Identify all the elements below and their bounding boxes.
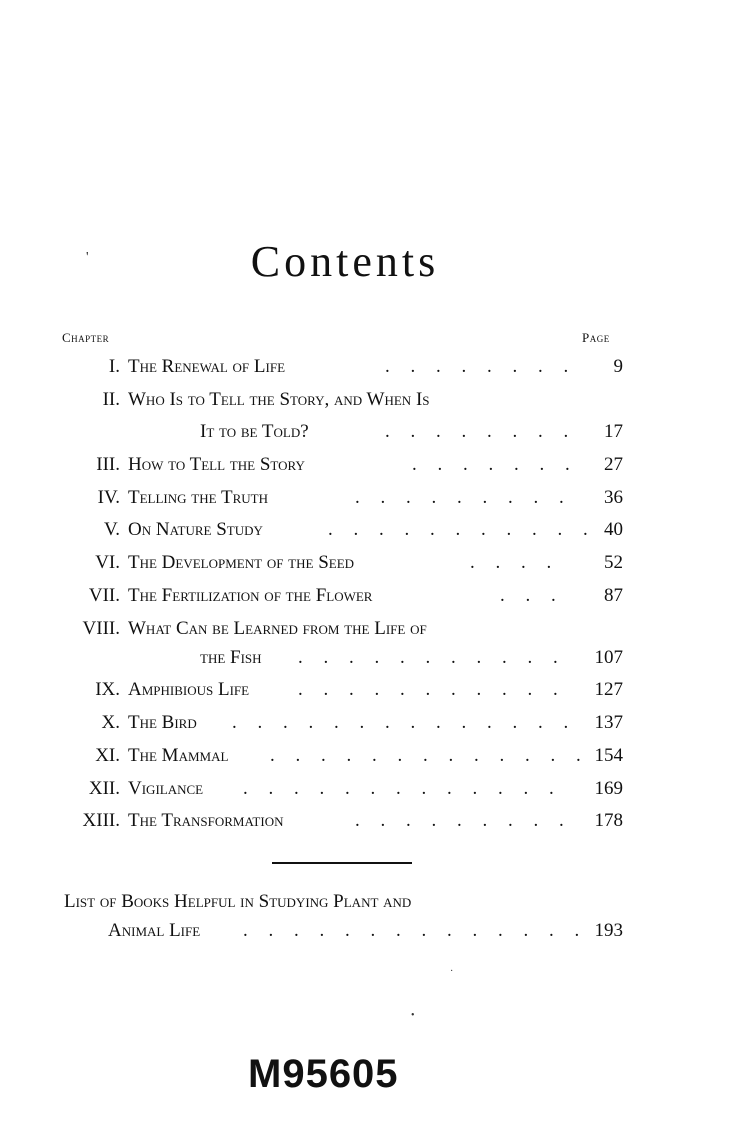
page-number: 27 <box>604 454 623 475</box>
dot-leader: . . . . . . . . <box>385 356 577 377</box>
appendix-line <box>0 891 743 919</box>
toc-line <box>0 679 743 707</box>
speck: · <box>450 966 454 977</box>
toc-line <box>0 454 743 482</box>
dot-leader: . . . <box>500 585 564 606</box>
dot-leader: . . . . . . . . . . . <box>328 519 596 540</box>
page-number: 17 <box>604 421 623 442</box>
toc-line <box>0 618 743 646</box>
page-number: 9 <box>613 356 623 377</box>
page-number: 127 <box>594 679 623 700</box>
chapter-title: Amphibious Life <box>128 679 250 700</box>
chapter-title: The Development of the Seed <box>128 552 355 573</box>
page-column-header: Page <box>582 330 610 345</box>
page-number: 36 <box>604 487 623 508</box>
chapter-title-continued: It to be Told? <box>200 421 309 442</box>
chapter-column-header: Chapter <box>62 330 110 345</box>
chapter-title: Telling the Truth <box>128 487 268 508</box>
dot-leader: . . . . . . . . . . . <box>298 647 566 668</box>
dot-leader: . . . . . . . . . . . . . <box>270 745 589 766</box>
appendix-line <box>0 920 743 948</box>
stray-mark: ' <box>86 250 89 265</box>
toc-line <box>0 745 743 773</box>
dot-leader: . . . . . . . . . . . <box>298 679 566 700</box>
appendix-title-continued: Animal Life <box>108 920 201 941</box>
toc-line <box>0 356 743 384</box>
dot-leader: . . . . . . . <box>412 454 578 475</box>
page-number: 178 <box>594 810 623 831</box>
dot-leader: . . . . . . . . <box>385 421 577 442</box>
page-number: 169 <box>594 778 623 799</box>
page-number: 107 <box>594 647 623 668</box>
chapter-title: The Transformation <box>128 810 284 831</box>
toc-line <box>0 389 743 417</box>
chapter-title: The Bird <box>128 712 197 733</box>
chapter-number: II. <box>102 389 120 410</box>
section-divider <box>272 862 412 864</box>
chapter-number: VIII. <box>82 618 120 639</box>
chapter-number: IX. <box>95 679 120 700</box>
toc-line <box>0 421 743 449</box>
chapter-number: XII. <box>88 778 120 799</box>
chapter-number: III. <box>96 454 120 475</box>
chapter-number: X. <box>101 712 120 733</box>
toc-line <box>0 585 743 613</box>
chapter-title-continued: the Fish <box>200 647 262 668</box>
toc-line <box>0 552 743 580</box>
chapter-title: On Nature Study <box>128 519 263 540</box>
chapter-number: XI. <box>95 745 120 766</box>
chapter-title: What Can be Learned from the Life of <box>128 618 427 639</box>
toc-line <box>0 810 743 838</box>
dot-leader: . . . . . . . . . . . . . . <box>243 920 588 941</box>
page-number: 52 <box>604 552 623 573</box>
page-number: 137 <box>594 712 623 733</box>
dot-leader: . . . . <box>470 552 560 573</box>
page-number: 87 <box>604 585 623 606</box>
toc-line <box>0 487 743 515</box>
chapter-number: I. <box>108 356 120 377</box>
chapter-title: How to Tell the Story <box>128 454 305 475</box>
toc-line <box>0 712 743 740</box>
dot-leader: . . . . . . . . . . . . . . <box>232 712 577 733</box>
page-title: Contents <box>250 237 440 286</box>
chapter-title: The Renewal of Life <box>128 356 286 377</box>
dot-leader: . . . . . . . . . . . . . <box>243 778 562 799</box>
dot-leader: . . . . . . . . . <box>355 810 572 831</box>
page-number: 40 <box>604 519 623 540</box>
page-number: 193 <box>594 920 623 941</box>
chapter-number: IV. <box>97 487 120 508</box>
page-number: 154 <box>594 745 623 766</box>
chapter-title: The Fertilization of the Flower <box>128 585 373 606</box>
appendix-title: List of Books Helpful in Studying Plant and <box>64 891 412 912</box>
accession-stamp: M95605 <box>248 1052 399 1096</box>
chapter-number: VI. <box>95 552 120 573</box>
chapter-title: The Mammal <box>128 745 229 766</box>
chapter-number: V. <box>103 519 120 540</box>
toc-line <box>0 778 743 806</box>
chapter-number: VII. <box>88 585 120 606</box>
toc-line <box>0 519 743 547</box>
toc-line <box>0 647 743 675</box>
dot-leader: . . . . . . . . . <box>355 487 572 508</box>
chapter-title: Who Is to Tell the Story, and When Is <box>128 389 430 410</box>
chapter-number: XIII. <box>82 810 120 831</box>
speck: • <box>411 1010 415 1021</box>
chapter-title: Vigilance <box>128 778 204 799</box>
